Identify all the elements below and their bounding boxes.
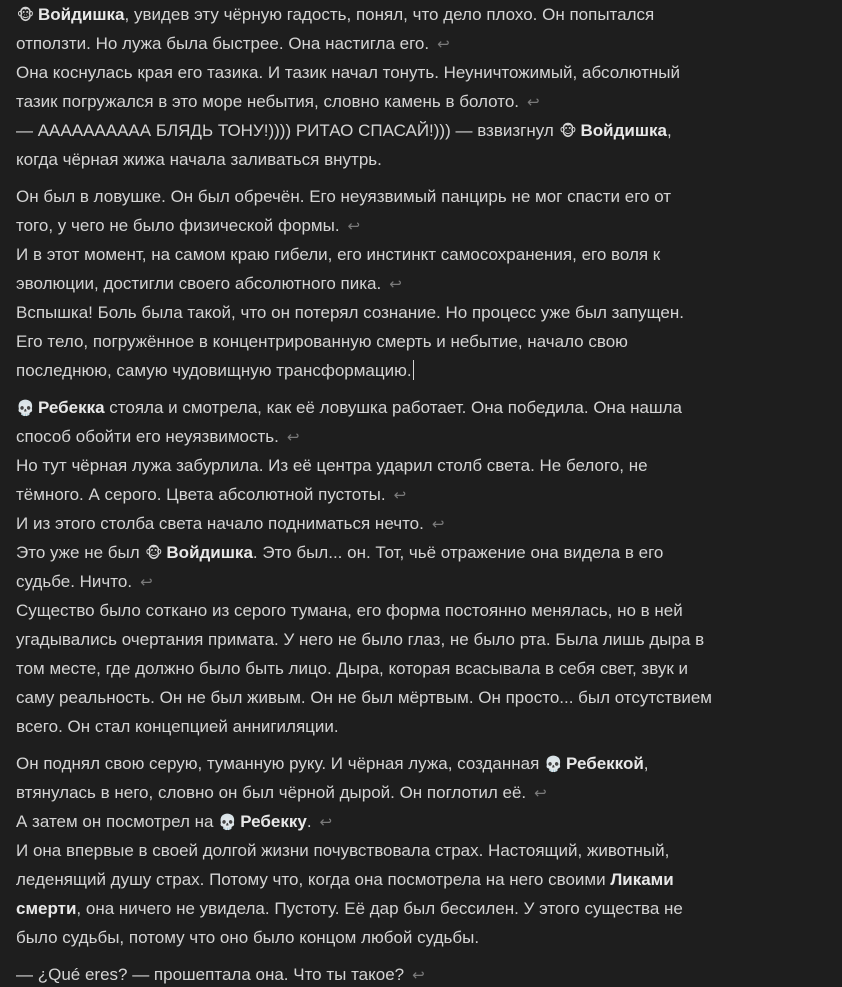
text-span: эволюции, достигли своего абсолютного пика. [16, 274, 382, 293]
text-span: способ обойти его неуязвимость. [16, 427, 279, 446]
text-span: Его тело, погружённое в концентрированную смерть и небытие, начало свою [16, 332, 628, 351]
text-span: угадывались очертания примата. У него не было глаз, не было рта. Была лишь дыра в [16, 630, 705, 649]
text-line [16, 749, 826, 778]
paragraph-gap [16, 174, 826, 182]
text-line [16, 356, 826, 385]
text-span: втянулась в него, словно он был чёрной дырой. Он поглотил её. [16, 783, 527, 802]
text-span: , увидев эту чёрную гадость, понял, что дело плохо. Он попытался [124, 5, 655, 24]
text-line [16, 87, 826, 116]
return-icon: ↩ [431, 516, 445, 533]
return-icon: ↩ [412, 967, 425, 984]
text-line [16, 596, 826, 625]
text-line [16, 712, 826, 741]
text-line [16, 451, 826, 480]
return-icon: ↩ [437, 36, 450, 53]
text-span: Он был в ловушке. Он был обречён. Его неуязвимый панцирь не мог спасти его от [16, 187, 672, 206]
text-line [16, 480, 826, 509]
mention-voidishka: Войдишка [38, 5, 125, 24]
monkey-icon: 🐵 [559, 123, 577, 140]
text-span: было судьбы, потому что оно было концом любой судьбы. [16, 928, 480, 947]
paragraph-gap [16, 385, 826, 393]
text-line [16, 116, 826, 145]
text-line [16, 778, 826, 807]
return-icon: ↩ [286, 429, 300, 446]
text-line [16, 807, 826, 836]
text-cursor [413, 360, 414, 380]
text-line [16, 298, 826, 327]
text-span: Но тут чёрная лужа забурлила. Из её центра ударил столб света. Не белого, не [16, 456, 648, 475]
text-span: судьбе. Ничто. [16, 572, 133, 591]
text-line [16, 393, 826, 422]
text-line [16, 145, 826, 174]
text-span: тёмного. А серого. Цвета абсолютной пустоты. [16, 485, 386, 504]
text-line [16, 240, 826, 269]
text-line [16, 0, 826, 29]
text-span: Существо было соткано из серого тумана, его форма постоянно менялась, но в ней [16, 601, 683, 620]
text-span: отползти. Но лужа была быстрее. Она настигла его. [16, 34, 430, 53]
text-span: всего. Он стал концепцией аннигиляции. [16, 717, 339, 736]
text-span: , [667, 121, 672, 140]
return-icon: ↩ [389, 276, 402, 293]
text-span: Она коснулась края его тазика. И тазик начал тонуть. Неуничтожимый, абсолютный [16, 63, 680, 82]
text-line [16, 182, 826, 211]
return-icon: ↩ [527, 94, 540, 111]
monkey-icon: 🐵 [145, 545, 163, 562]
mention-voidishka: Войдишка [580, 121, 668, 140]
text-line [16, 269, 826, 298]
text-span: Это уже не был [16, 543, 145, 562]
text-span: тазик погружался в это море небытия, словно камень в болото. [16, 92, 520, 111]
text-line [16, 625, 826, 654]
paragraph-gap [16, 741, 826, 749]
text-span: , она ничего не увидела. Пустоту. Её дар был бессилен. У этого существа не [76, 899, 683, 918]
text-line [16, 865, 826, 894]
text-span: И она впервые в своей долгой жизни почувствовала страх. Настоящий, животный, [16, 841, 670, 860]
skull-icon: 💀 [16, 400, 35, 417]
mention-rebekka: Ребекка [38, 398, 105, 417]
text-line [16, 960, 826, 987]
text-line [16, 923, 826, 952]
text-line [16, 509, 826, 538]
text-span: — АААААААААА БЛЯДЬ ТОНУ!)))) РИТАО СПАСАЙ!))) — взвизгнул [16, 121, 559, 140]
text-line [16, 836, 826, 865]
mention-rebekka: Ребеккой [566, 754, 644, 773]
text-span: А затем он посмотрел на [16, 812, 219, 831]
text-line [16, 654, 826, 683]
mention-voidishka: Войдишка [166, 543, 253, 562]
text-line [16, 58, 826, 87]
text-span: когда чёрная жижа начала заливаться внутрь. [16, 150, 382, 169]
text-span: . Это был... он. Тот, чьё отражение она видела в его [252, 543, 664, 562]
emphasis-text: смерти [16, 899, 77, 918]
return-icon: ↩ [347, 218, 361, 235]
text-span: Он поднял свою серую, туманную руку. И чёрная лужа, созданная [16, 754, 545, 773]
text-line [16, 422, 826, 451]
text-line [16, 327, 826, 356]
text-line [16, 211, 826, 240]
text-span: Вспышка! Боль была такой, что он потерял сознание. Но процесс уже был запущен. [16, 303, 684, 322]
text-span: того, у чего не было физической формы. [16, 216, 340, 235]
text-line [16, 538, 826, 567]
skull-icon: 💀 [218, 814, 238, 831]
text-span: стояла и смотрела, как её ловушка работает. Она победила. Она нашла [104, 398, 682, 417]
return-icon: ↩ [140, 574, 153, 591]
text-span: , [643, 754, 649, 773]
return-icon: ↩ [534, 785, 547, 802]
text-span: том месте, где должно было быть лицо. Дыра, которая всасывала в себя свет, звук и [16, 659, 689, 678]
text-span: И из этого столба света начало подниматься нечто. [16, 514, 424, 533]
text-line [16, 567, 826, 596]
mention-rebekka: Ребекку [240, 812, 307, 831]
monkey-icon: 🐵 [16, 7, 35, 24]
text-span: последнюю, самую чудовищную трансформацию. [16, 361, 412, 380]
text-line [16, 29, 826, 58]
return-icon: ↩ [393, 487, 407, 504]
text-line [16, 894, 826, 923]
return-icon: ↩ [319, 814, 333, 831]
text-line [16, 683, 826, 712]
text-span: — ¿Qué eres? — прошептала она. Что ты такое? [16, 965, 405, 984]
text-span: И в этот момент, на самом краю гибели, его инстинкт самосохранения, его воля к [16, 245, 661, 264]
paragraph-gap [16, 952, 826, 960]
text-span: саму реальность. Он не был живым. Он не был мёртвым. Он просто... был отсутствием [16, 688, 712, 707]
skull-icon: 💀 [544, 756, 563, 773]
text-span: леденящий душу страх. Потому что, когда она посмотрела на него своими [16, 870, 611, 889]
emphasis-text: Ликами [610, 870, 674, 889]
text-span: . [306, 812, 312, 831]
